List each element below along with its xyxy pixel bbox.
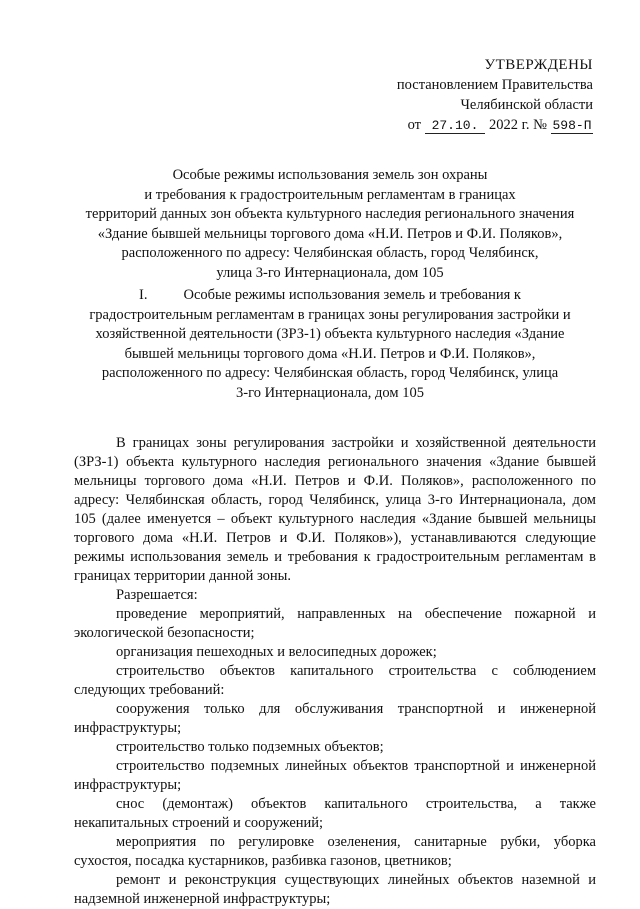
section-title-line: 3-го Интернационала, дом 105 — [236, 384, 424, 401]
list-item: строительство объектов капитального строительства с соблюдением следующих требований: — [74, 663, 596, 698]
list-item: мероприятия по регулировке озеленения, санитарные рубки, уборка сухостоя, посадка кустарников, разбивка газонов, цветников; — [74, 834, 596, 869]
list-item: снос (демонтаж) объектов капитального строительства, а также некапитальных строений и сооружений; — [74, 796, 596, 831]
section-number: I. — [139, 287, 148, 303]
list-item: строительство подземных линейных объектов транспортной и инженерной инфраструктуры; — [74, 758, 596, 793]
allowed-heading: Разрешается: — [116, 587, 198, 603]
section-heading — [70, 286, 590, 403]
approval-year: 2022 г. № — [488, 117, 547, 133]
approval-number: 598-П — [552, 118, 592, 133]
body-text — [74, 434, 596, 909]
approval-stamp — [333, 55, 593, 135]
title-line: и требования к градостроительным регламентам в границах — [144, 186, 516, 203]
list-item: организация пешеходных и велосипедных дорожек; — [116, 644, 437, 660]
list-item: проведение мероприятий, направленных на обеспечение пожарной и экологической безопасности; — [74, 606, 596, 641]
section-title-line: бывшей мельницы торгового дома «Н.И. Петров и Ф.И. Поляков», — [124, 345, 536, 362]
approval-from-prefix: от — [407, 117, 421, 133]
section-title-line: градостроительным регламентам в границах зоны регулирования застройки и — [89, 306, 571, 323]
title-line: Особые режимы использования земель зон охраны — [172, 167, 488, 183]
title-line: улица 3-го Интернационала, дом 105 — [216, 264, 444, 281]
section-title-line: расположенного по адресу: Челябинская область, город Челябинск, улица — [101, 365, 559, 381]
section-title-start: Особые режимы использования земель и требования к — [183, 287, 521, 303]
title-line: территорий данных зон объекта культурного наследия регионального значения — [85, 206, 575, 222]
approval-title: УТВЕРЖДЕНЫ — [484, 57, 593, 73]
approval-line-2: Челябинской области — [460, 97, 593, 113]
intro-paragraph: В границах зоны регулирования застройки и хозяйственной деятельности (ЗРЗ-1) объекта культурного наследия регионального значения «Здание бывшей мельницы торгового дома «Н.И. Петров и Ф.И. Поляков», расположенного по адресу: Челябинская область, город Челябинск, улица 3-го Интернационала, дом 105 (далее именуется – объект культурного наследия «Здание бывшей мельницы торгового дома «Н.И. Петров и Ф.И. Поляков»), устанавливаются следующие режимы использования земель и требования к градостроительным регламентам в границах территории данной зоны. — [74, 435, 596, 584]
approval-date: 27.10. — [425, 118, 485, 134]
approval-line-1: постановлением Правительства — [396, 77, 593, 93]
section-first-line — [70, 286, 590, 306]
list-item: ремонт и реконструкция существующих линейных объектов наземной и надземной инженерной инфраструктуры; — [74, 872, 596, 907]
title-line: «Здание бывшей мельницы торгового дома «Н.И. Петров и Ф.И. Поляков», — [97, 225, 563, 242]
document-title — [70, 166, 590, 283]
section-title-line: хозяйственной деятельности (ЗРЗ-1) объекта культурного наследия «Здание — [95, 326, 565, 342]
title-line: расположенного по адресу: Челябинская область, город Челябинск, — [121, 245, 539, 261]
list-item: строительство только подземных объектов; — [116, 739, 384, 755]
approval-date-row — [333, 115, 593, 135]
list-item: сооружения только для обслуживания транспортной и инженерной инфраструктуры; — [74, 701, 596, 736]
